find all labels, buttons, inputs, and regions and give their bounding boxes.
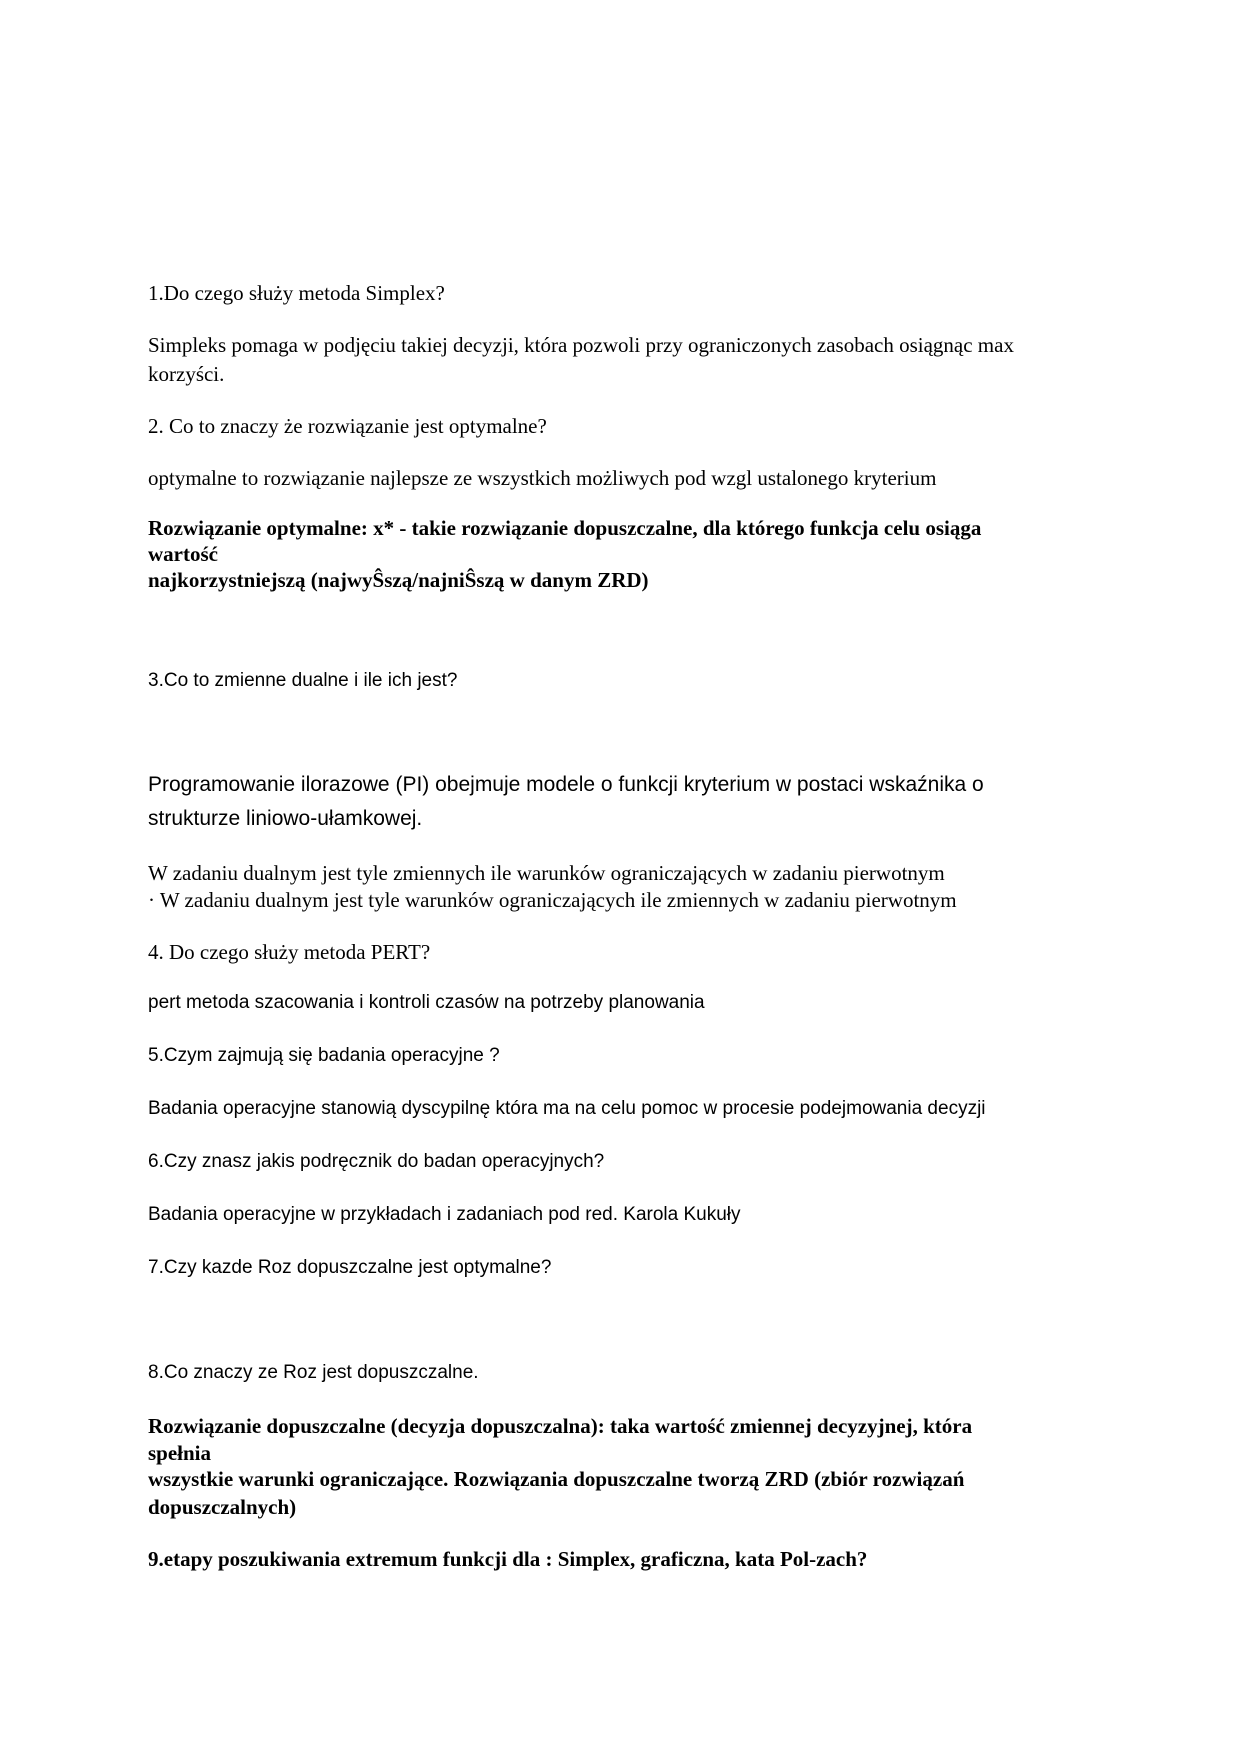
question-1: 1.Do czego służy metoda Simplex? (148, 281, 445, 305)
definition-optimal-line-2: wartość (148, 542, 218, 566)
answer-4: pert metoda szacowania i kontroli czasów na potrzeby planowania (148, 992, 705, 1013)
answer-1-line-1: Simpleks pomaga w podjęciu takiej decyzji, która pozwoli przy ograniczonych zasobach osiągnąc max (148, 333, 1014, 357)
answer-3-line-1: W zadaniu dualnym jest tyle zmiennych ile warunków ograniczających w zadaniu pierwotnym (148, 861, 945, 885)
definition-optimal-line-3: najkorzystniejszą (najwyŜszą/najniŜszą w danym ZRD) (148, 568, 649, 592)
answer-6: Badania operacyjne w przykładach i zadaniach pod red. Karola Kukuły (148, 1204, 741, 1225)
answer-5: Badania operacyjne stanowią dyscypilnę która ma na celu pomoc w procesie podejmowania decyzji (148, 1098, 986, 1119)
answer-2: optymalne to rozwiązanie najlepsze ze wszystkich możliwych pod wzgl ustalonego kryterium (148, 466, 937, 490)
question-8: 8.Co znaczy ze Roz jest dopuszczalne. (148, 1362, 479, 1383)
definition-feasible-line-3: wszystkie warunki ograniczające. Rozwiązania dopuszczalne tworzą ZRD (zbiór rozwiązań (148, 1467, 965, 1491)
definition-feasible-line-1: Rozwiązanie dopuszczalne (decyzja dopuszczalna): taka wartość zmiennej decyzyjnej, która (148, 1414, 973, 1438)
answer-1-line-2: korzyści. (148, 362, 225, 386)
definition-feasible-line-4: dopuszczalnych) (148, 1495, 297, 1519)
question-3: 3.Co to zmienne dualne i ile ich jest? (148, 670, 458, 691)
question-6: 6.Czy znasz jakis podręcznik do badan operacyjnych? (148, 1151, 605, 1172)
answer-3-line-2: · W zadaniu dualnym jest tyle warunków ograniczających ile zmiennych w zadaniu pierwotnym (148, 888, 957, 912)
question-4: 4. Do czego służy metoda PERT? (148, 940, 431, 964)
definition-optimal-line-1: Rozwiązanie optymalne: x* - takie rozwiązanie dopuszczalne, dla którego funkcja celu osiąga (148, 516, 982, 540)
question-2: 2. Co to znaczy że rozwiązanie jest optymalne? (148, 414, 547, 438)
definition-feasible-line-2: spełnia (148, 1441, 212, 1465)
question-5: 5.Czym zajmują się badania operacyjne ? (148, 1045, 500, 1066)
paragraph-pi-line-1: Programowanie ilorazowe (PI) obejmuje modele o funkcji kryterium w postaci wskaźnika o (148, 773, 984, 796)
question-7: 7.Czy kazde Roz dopuszczalne jest optymalne? (148, 1257, 552, 1278)
paragraph-pi-line-2: strukturze liniowo-ułamkowej. (148, 807, 423, 830)
question-9: 9.etapy poszukiwania extremum funkcji dla : Simplex, graficzna, kata Pol-zach? (148, 1547, 868, 1571)
